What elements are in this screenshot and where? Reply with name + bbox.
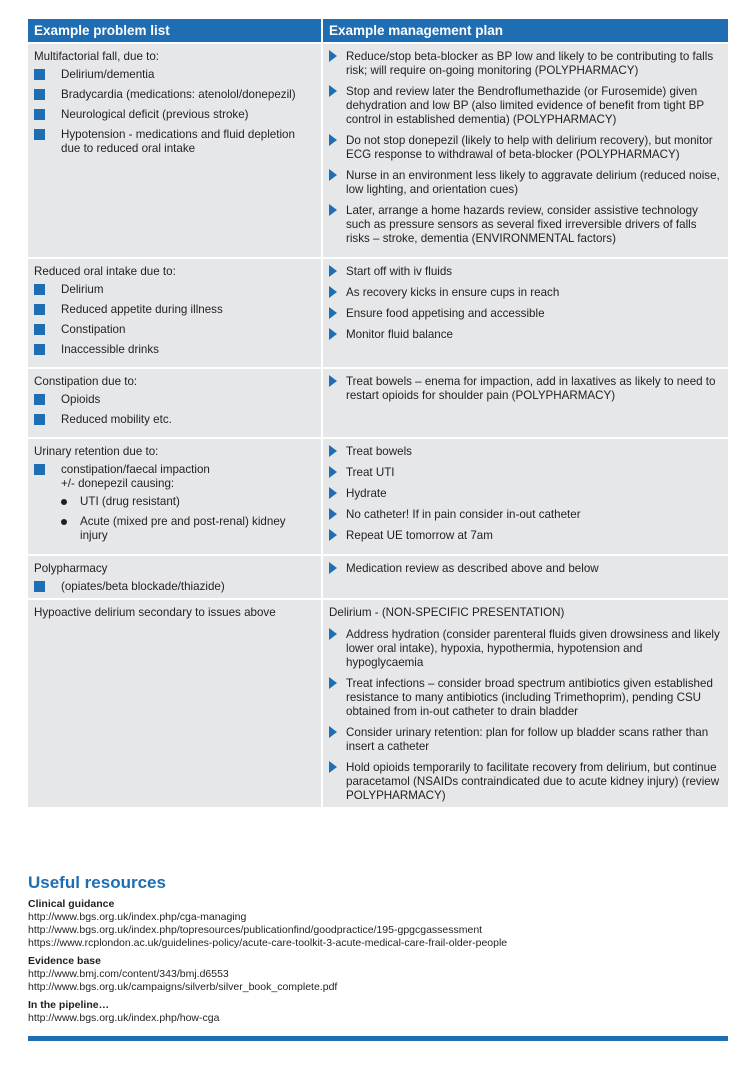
problem-title: Multifactorial fall, due to: — [34, 50, 160, 63]
arrow-bullet-icon — [329, 204, 337, 216]
problem-item: Opioids — [34, 393, 315, 407]
square-bullet-icon — [34, 304, 45, 315]
plan-cell — [322, 368, 728, 438]
square-bullet-icon — [34, 581, 45, 592]
table-row — [28, 43, 728, 258]
plan-item: Nurse in an environment less likely to aggravate delirium (reduced noise, low lighting, and orientation cues) — [329, 169, 722, 197]
arrow-bullet-icon — [329, 328, 337, 340]
problem-subtext: +/- donepezil causing: — [61, 477, 175, 490]
resource-link[interactable]: http://www.bgs.org.uk/index.php/how-cga — [28, 1012, 220, 1024]
problem-subitem: Acute (mixed pre and post-renal) kidney injury — [61, 515, 315, 543]
arrow-bullet-icon — [329, 85, 337, 97]
square-bullet-icon — [34, 89, 45, 100]
problem-item: Reduced mobility etc. — [34, 413, 315, 427]
plan-item: Repeat UE tomorrow at 7am — [329, 529, 722, 543]
plan-item: Monitor fluid balance — [329, 328, 722, 342]
arrow-bullet-icon — [329, 466, 337, 478]
plan-item: Hold opioids temporarily to facilitate recovery from delirium, but continue paracetamol (NSAIDs contraindicated due to acute kidney injury) (review POLYPHARMACY) — [329, 761, 722, 803]
problem-title: Polypharmacy — [34, 562, 108, 575]
useful-resources-section — [28, 873, 728, 1025]
square-bullet-icon — [34, 324, 45, 335]
arrow-bullet-icon — [329, 265, 337, 277]
problem-item: Reduced appetite during illness — [34, 303, 315, 317]
resources-heading: Clinical guidance — [28, 898, 115, 910]
problem-item: Neurological deficit (previous stroke) — [34, 108, 315, 122]
square-bullet-icon — [34, 109, 45, 120]
table-row — [28, 599, 728, 807]
resource-link[interactable]: http://www.bgs.org.uk/campaigns/silverb/silver_book_complete.pdf — [28, 981, 338, 993]
plan-item: Do not stop donepezil (likely to help with delirium recovery), but monitor ECG response to withdrawal of beta-blocker (POLYPHARMACY) — [329, 134, 722, 162]
problem-cell — [28, 43, 322, 258]
resource-link[interactable]: http://www.bmj.com/content/343/bmj.d6553 — [28, 968, 229, 980]
plan-heading: Delirium - (NON-SPECIFIC PRESENTATION) — [329, 606, 565, 619]
plan-cell — [322, 43, 728, 258]
problem-item: Constipation — [34, 323, 315, 337]
arrow-bullet-icon — [329, 628, 337, 640]
problem-item: Hypotension - medications and fluid depletion due to reduced oral intake — [34, 128, 315, 156]
plan-item: As recovery kicks in ensure cups in reach — [329, 286, 722, 300]
plan-item: Medication review as described above and below — [329, 562, 722, 576]
problem-title: Constipation due to: — [34, 375, 138, 388]
arrow-bullet-icon — [329, 761, 337, 773]
plan-item: Start off with iv fluids — [329, 265, 722, 279]
square-bullet-icon — [34, 344, 45, 355]
plan-item: No catheter! If in pain consider in-out catheter — [329, 508, 722, 522]
problem-plan-table-container — [28, 19, 728, 807]
problem-cell — [28, 555, 322, 599]
problem-item: Delirium/dementia — [34, 68, 315, 82]
resource-link[interactable]: http://www.bgs.org.uk/index.php/cga-managing — [28, 911, 247, 923]
plan-cell — [322, 599, 728, 807]
problem-title: Urinary retention due to: — [34, 445, 159, 458]
arrow-bullet-icon — [329, 508, 337, 520]
plan-cell — [322, 438, 728, 555]
plan-item: Treat infections – consider broad spectrum antibiotics given established resistance to many antibiotics (including Trimethoprim), pending CSU obtained from in-out catheter to drain bladder — [329, 677, 722, 719]
table-row — [28, 555, 728, 599]
problem-plan-table — [28, 19, 728, 807]
square-bullet-icon — [34, 284, 45, 295]
problem-title: Reduced oral intake due to: — [34, 265, 176, 278]
arrow-bullet-icon — [329, 726, 337, 738]
plan-item: Treat bowels – enema for impaction, add in laxatives as likely to need to restart opioids for shoulder pain (POLYPHARMACY) — [329, 375, 722, 403]
dot-bullet-icon — [61, 499, 67, 505]
arrow-bullet-icon — [329, 445, 337, 457]
header-management-plan: Example management plan — [322, 19, 728, 43]
arrow-bullet-icon — [329, 50, 337, 62]
plan-item: Address hydration (consider parenteral fluids given drowsiness and likely lower oral intake), hypoxia, hypothermia, hypotension and hypoglycaemia — [329, 628, 722, 670]
square-bullet-icon — [34, 129, 45, 140]
table-row — [28, 368, 728, 438]
problem-item: (opiates/beta blockade/thiazide) — [34, 580, 315, 594]
arrow-bullet-icon — [329, 529, 337, 541]
resource-link[interactable]: http://www.bgs.org.uk/index.php/topresources/publicationfind/goodpractice/195-gpgcgassessment — [28, 924, 483, 936]
table-row — [28, 258, 728, 368]
problem-subitem: UTI (drug resistant) — [61, 495, 315, 509]
dot-bullet-icon — [61, 519, 67, 525]
resource-link[interactable]: https://www.rcplondon.ac.uk/guidelines-policy/acute-care-toolkit-3-acute-medical-care-frail-older-people — [28, 937, 508, 949]
arrow-bullet-icon — [329, 487, 337, 499]
arrow-bullet-icon — [329, 307, 337, 319]
plan-item: Stop and review later the Bendroflumethazide (or Furosemide) given dehydration and low BP (also limited evidence of benefit from tight BP control in established dementia) (POLYPHARMACY) — [329, 85, 722, 127]
table-header-row — [28, 19, 728, 43]
arrow-bullet-icon — [329, 134, 337, 146]
plan-item: Treat UTI — [329, 466, 722, 480]
arrow-bullet-icon — [329, 677, 337, 689]
plan-cell — [322, 555, 728, 599]
plan-item: Reduce/stop beta-blocker as BP low and likely to be contributing to falls risk; will require on-going monitoring (POLYPHARMACY) — [329, 50, 722, 78]
problem-cell — [28, 599, 322, 807]
problem-item: Bradycardia (medications: atenolol/donepezil) — [34, 88, 315, 102]
header-problem-list: Example problem list — [28, 19, 322, 43]
plan-item: Hydrate — [329, 487, 722, 501]
table-row — [28, 438, 728, 555]
problem-item: Delirium — [34, 283, 315, 297]
plan-item: Ensure food appetising and accessible — [329, 307, 722, 321]
resources-heading: Evidence base — [28, 955, 101, 967]
square-bullet-icon — [34, 394, 45, 405]
resources-title: Useful resources — [28, 873, 166, 892]
square-bullet-icon — [34, 69, 45, 80]
resources-heading: In the pipeline… — [28, 999, 110, 1011]
plan-item: Later, arrange a home hazards review, consider assistive technology such as pressure sensors as several fixed irreversible drivers of falls risks – stroke, dementia (ENVIRONMENTAL factors) — [329, 204, 722, 246]
arrow-bullet-icon — [329, 169, 337, 181]
square-bullet-icon — [34, 414, 45, 425]
arrow-bullet-icon — [329, 562, 337, 574]
arrow-bullet-icon — [329, 286, 337, 298]
plan-cell — [322, 258, 728, 368]
problem-title: Hypoactive delirium secondary to issues above — [34, 606, 276, 619]
bottom-divider — [28, 1036, 728, 1041]
plan-item: Consider urinary retention: plan for follow up bladder scans rather than insert a catheter — [329, 726, 722, 754]
problem-item: Inaccessible drinks — [34, 343, 315, 357]
plan-item: Treat bowels — [329, 445, 722, 459]
problem-item: constipation/faecal impaction — [34, 463, 315, 477]
problem-cell — [28, 438, 322, 555]
problem-cell — [28, 368, 322, 438]
arrow-bullet-icon — [329, 375, 337, 387]
problem-cell — [28, 258, 322, 368]
square-bullet-icon — [34, 464, 45, 475]
